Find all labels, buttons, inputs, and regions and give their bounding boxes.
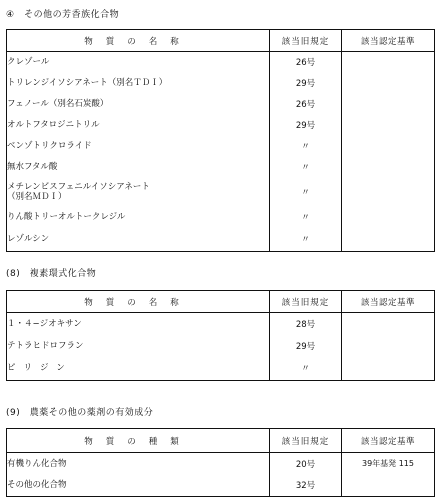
section-8-table bbox=[6, 290, 435, 381]
substance-name: ベンゾトリクロライド bbox=[7, 141, 92, 151]
header-substance-name: 物質の名称 bbox=[7, 30, 270, 52]
table-row bbox=[7, 207, 435, 228]
recognition-standard bbox=[342, 228, 435, 252]
section-9-table bbox=[6, 428, 435, 497]
table-header-row bbox=[7, 291, 435, 313]
header-recognition-standard: 該当認定基準 bbox=[342, 291, 435, 313]
section-9-title: (9) 農薬その他の薬剤の有効成分 bbox=[6, 408, 154, 418]
old-regulation: 26号 bbox=[270, 52, 342, 72]
section-4-title: ④ その他の芳香族化合物 bbox=[6, 10, 120, 20]
old-regulation: 28号 bbox=[270, 313, 342, 335]
substance-type: 有機りん化合物 bbox=[7, 458, 67, 469]
old-regulation: 〃 bbox=[270, 157, 342, 177]
old-regulation: 20号 bbox=[270, 453, 342, 475]
recognition-standard bbox=[342, 72, 435, 94]
table-header-row bbox=[7, 429, 435, 453]
old-regulation: 29号 bbox=[270, 72, 342, 94]
recognition-standard bbox=[342, 52, 435, 72]
header-recognition-standard: 該当認定基準 bbox=[342, 30, 435, 52]
substance-name: テトラヒドロフラン bbox=[7, 340, 84, 351]
table-row bbox=[7, 136, 435, 157]
old-regulation: 29号 bbox=[270, 115, 342, 136]
table-row bbox=[7, 335, 435, 357]
table-header-row bbox=[7, 30, 435, 52]
recognition-standard bbox=[342, 313, 435, 335]
table-row bbox=[7, 357, 435, 381]
header-substance-type: 物質の種類 bbox=[7, 429, 270, 453]
substance-name: りん酸トリーオルトークレジル bbox=[7, 212, 126, 222]
recognition-standard bbox=[342, 177, 435, 207]
table-row bbox=[7, 94, 435, 115]
recognition-standard bbox=[342, 94, 435, 115]
header-old-regulation: 該当旧規定 bbox=[270, 30, 342, 52]
section-4-table bbox=[6, 29, 435, 252]
old-regulation: 〃 bbox=[270, 136, 342, 157]
recognition-standard bbox=[342, 335, 435, 357]
table-row bbox=[7, 52, 435, 72]
substance-name: オルトフタロジニトリル bbox=[7, 120, 100, 130]
header-old-regulation: 該当旧規定 bbox=[270, 429, 342, 453]
table-row bbox=[7, 115, 435, 136]
old-regulation: 〃 bbox=[270, 228, 342, 252]
recognition-standard bbox=[342, 357, 435, 381]
table-row bbox=[7, 475, 435, 497]
old-regulation: 32号 bbox=[270, 475, 342, 497]
table-row bbox=[7, 228, 435, 252]
old-regulation: 〃 bbox=[270, 207, 342, 228]
table-row bbox=[7, 72, 435, 94]
table-row bbox=[7, 157, 435, 177]
substance-name: １・４−ジオキサン bbox=[7, 318, 82, 329]
substance-name: 無水フタル酸 bbox=[7, 161, 58, 172]
recognition-standard bbox=[342, 207, 435, 228]
substance-name: フェノール（別名石炭酸） bbox=[7, 99, 109, 109]
header-recognition-standard: 該当認定基準 bbox=[342, 429, 435, 453]
substance-type: その他の化合物 bbox=[7, 480, 67, 491]
substance-name: クレゾール bbox=[7, 56, 50, 67]
header-substance-name: 物質の名称 bbox=[7, 291, 270, 313]
table-row bbox=[7, 313, 435, 335]
recognition-standard bbox=[342, 157, 435, 177]
substance-name: ピリジン bbox=[7, 363, 73, 374]
old-regulation: 29号 bbox=[270, 335, 342, 357]
recognition-standard bbox=[342, 115, 435, 136]
substance-name: レゾルシン bbox=[7, 234, 50, 245]
old-regulation: 26号 bbox=[270, 94, 342, 115]
old-regulation: 〃 bbox=[270, 177, 342, 207]
recognition-standard bbox=[342, 475, 435, 497]
table-row bbox=[7, 177, 435, 207]
recognition-standard bbox=[342, 136, 435, 157]
substance-name: メチレンビスフェニルイソシアネート （別名ＭＤＩ） bbox=[7, 181, 150, 202]
old-regulation: 〃 bbox=[270, 357, 342, 381]
section-8-title: (8) 複素環式化合物 bbox=[6, 269, 97, 279]
header-old-regulation: 該当旧規定 bbox=[270, 291, 342, 313]
substance-name: トリレンジイソシアネート（別名ＴＤＩ） bbox=[7, 77, 168, 88]
table-row bbox=[7, 453, 435, 475]
recognition-standard: 39年基発 115 bbox=[342, 453, 435, 475]
